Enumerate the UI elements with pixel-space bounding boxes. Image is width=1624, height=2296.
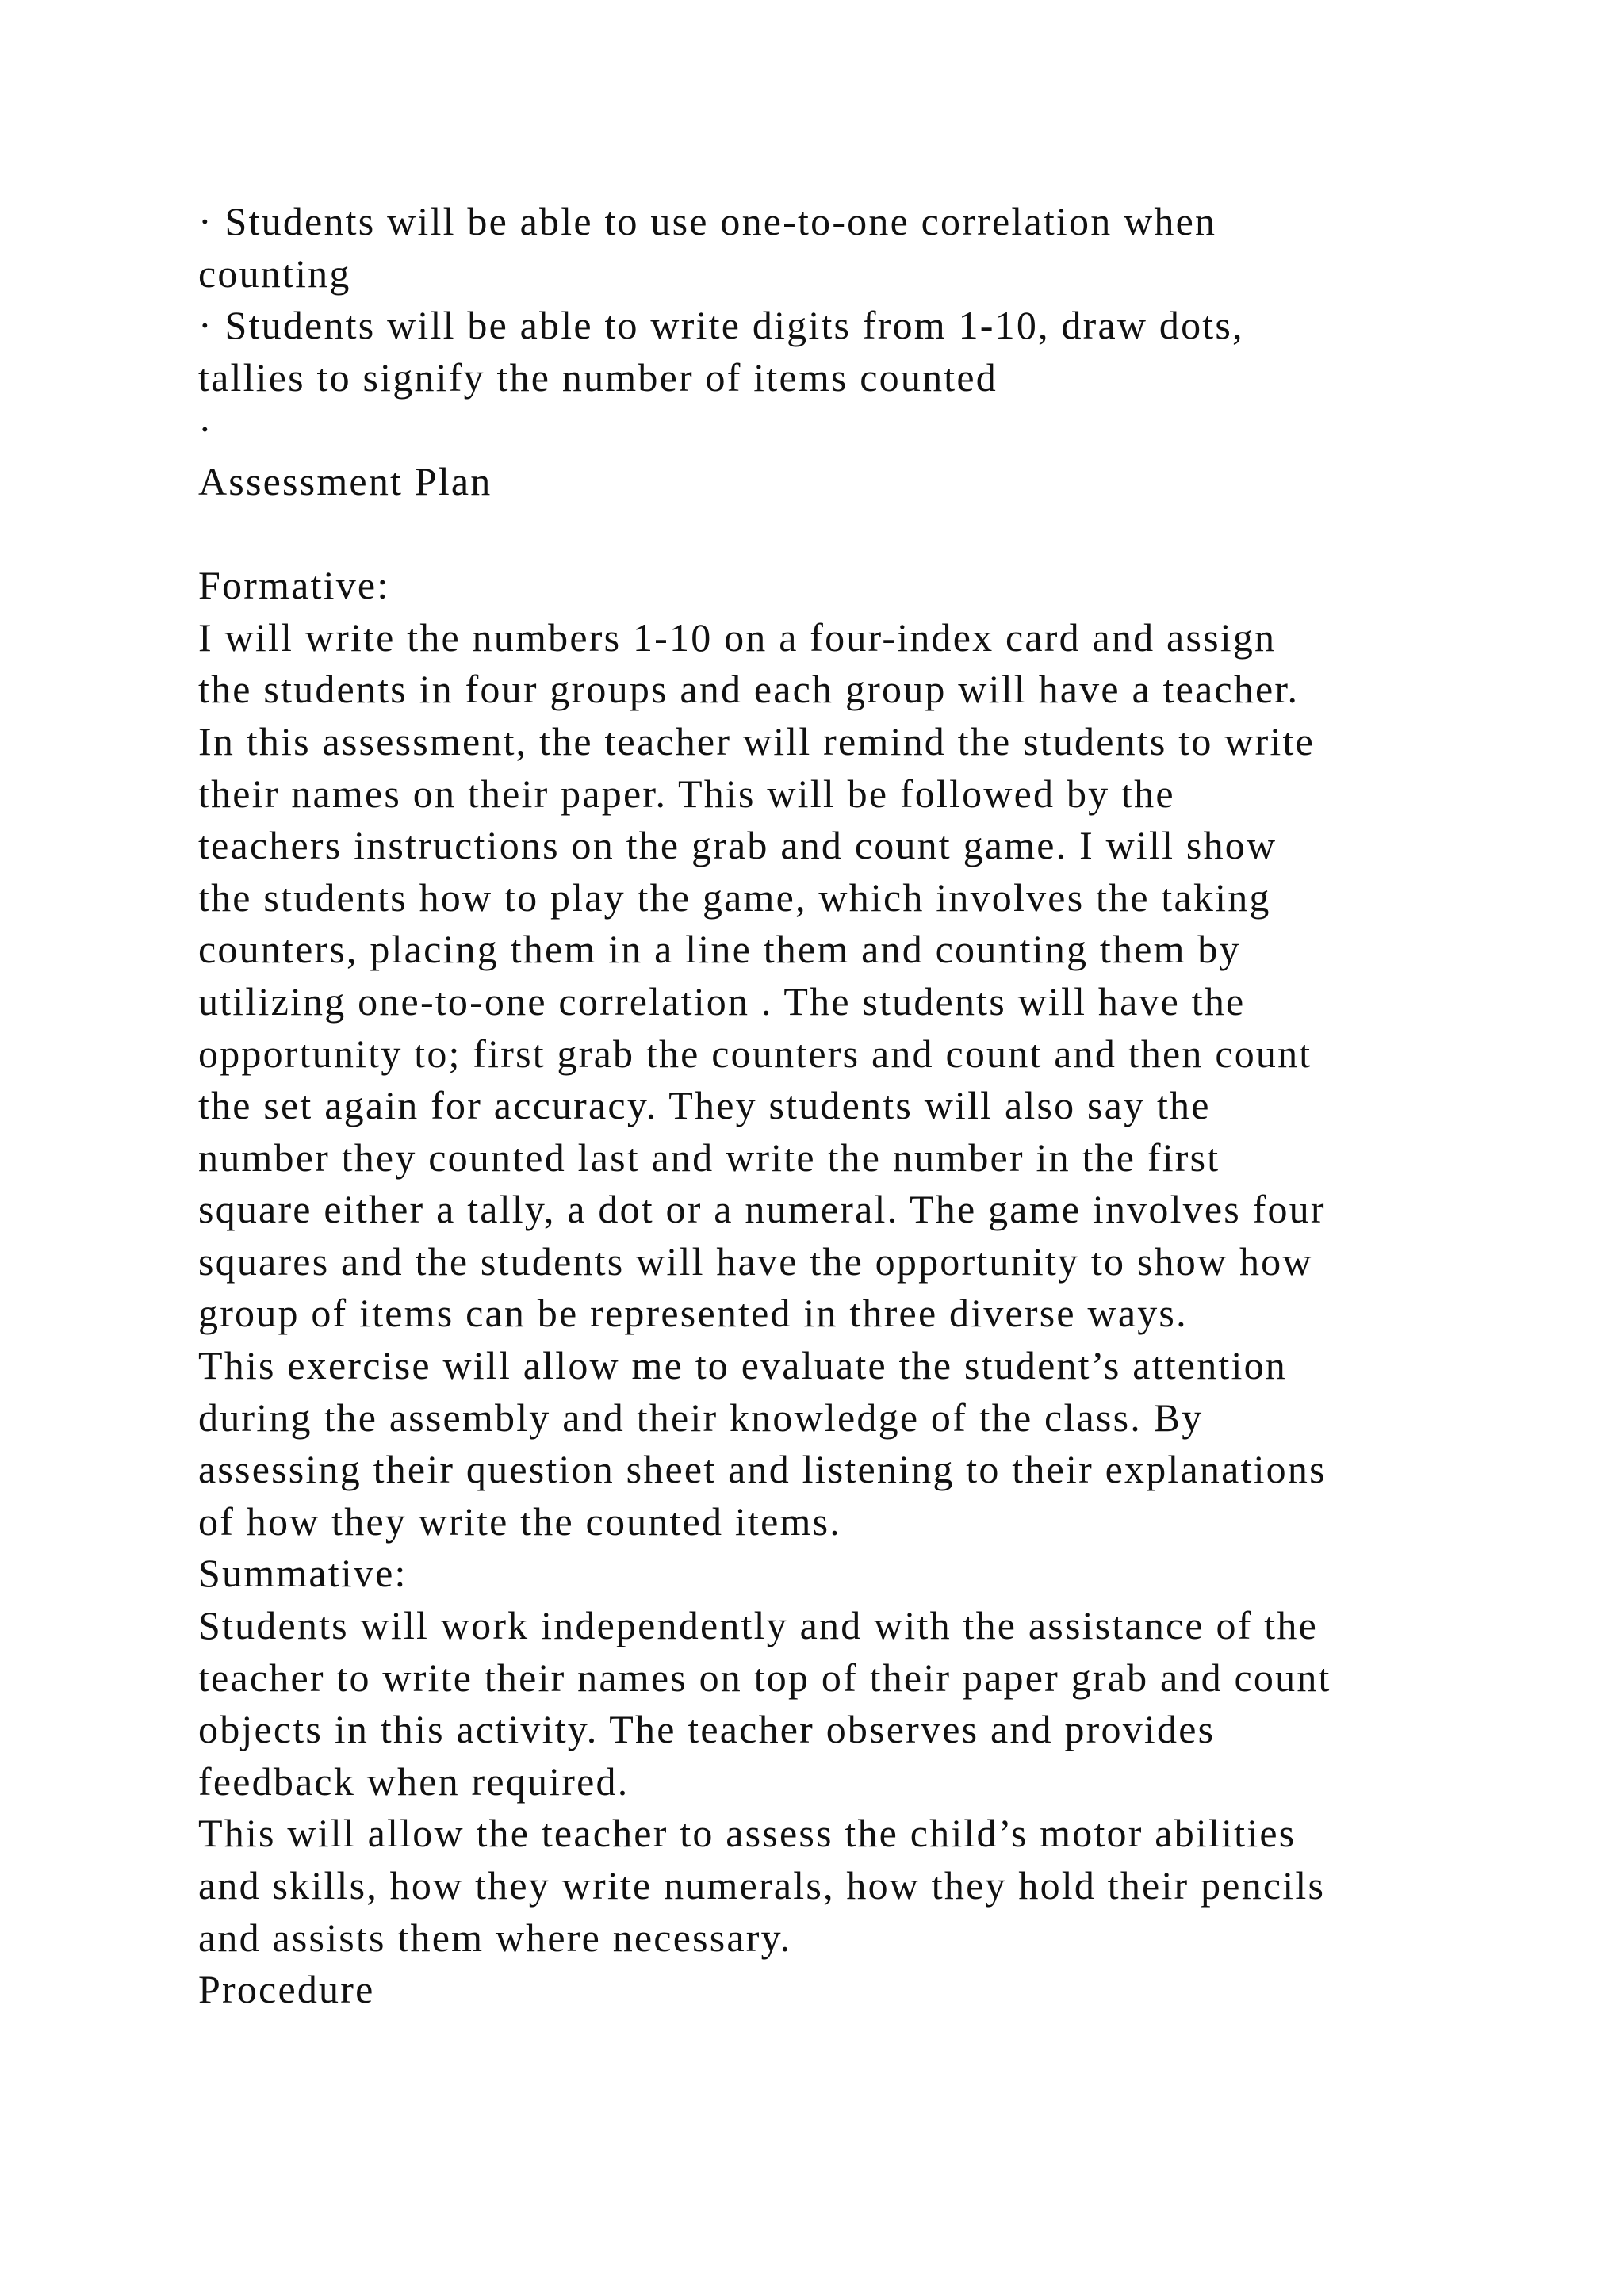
subheading: Formative:: [198, 563, 390, 608]
text-line: the students how to play the game, which involves the taking: [198, 874, 1271, 920]
text-line: utilizing one-to-one correlation . The students will have the: [198, 978, 1246, 1024]
text-line: counters, placing them in a line them and counting them by: [198, 927, 1241, 972]
text-line: of how they write the counted items.: [198, 1498, 841, 1544]
text-line: and skills, how they write numerals, how they hold their pencils: [198, 1863, 1326, 1908]
text-line: tallies to signify the number of items counted: [198, 354, 998, 400]
text-line: objects in this activity. The teacher observes and provides: [198, 1707, 1216, 1752]
text-line: This will allow the teacher to assess the child’s motor abilities: [198, 1811, 1297, 1856]
text-line: the students in four groups and each group will have a teacher.: [198, 667, 1300, 712]
text-line: I will write the numbers 1-10 on a four-index card and assign: [198, 614, 1277, 660]
text-line: opportunity to; first grab the counters and count and then count: [198, 1031, 1312, 1076]
section-heading: Assessment Plan: [198, 458, 492, 503]
text-line: and assists them where necessary.: [198, 1915, 792, 1960]
text-line: Students will work independently and with the assistance of the: [198, 1603, 1318, 1648]
text-line: number they counted last and write the number in the first: [198, 1135, 1220, 1180]
blank-line: [198, 508, 1546, 561]
text-line: This exercise will allow me to evaluate the student’s attention: [198, 1343, 1287, 1388]
text-line: square either a tally, a dot or a numeral. The game involves four: [198, 1187, 1326, 1232]
text-line: their names on their paper. This will be followed by the: [198, 771, 1175, 816]
subheading: Summative:: [198, 1551, 408, 1596]
text-line: feedback when required.: [198, 1758, 630, 1804]
text-line: In this assessment, the teacher will remind the students to write: [198, 718, 1315, 763]
text-line: during the assembly and their knowledge of the class. By: [198, 1395, 1204, 1440]
text-line: group of items can be represented in three diverse ways.: [198, 1291, 1188, 1336]
text-line: teachers instructions on the grab and count game. I will show: [198, 823, 1277, 868]
text-line: · Students will be able to write digits from 1-10, draw dots,: [198, 303, 1244, 348]
text-line: squares and the students will have the opportunity to show how: [198, 1238, 1313, 1284]
text-line: teacher to write their names on top of their paper grab and count: [198, 1655, 1331, 1700]
text-line: the set again for accuracy. They students will also say the: [198, 1083, 1211, 1128]
text-line: ·: [198, 407, 213, 452]
document-body: [198, 196, 1546, 2016]
text-line: · Students will be able to use one-to-one correlation when: [198, 199, 1217, 243]
text-line: counting: [198, 251, 351, 296]
text-line: assessing their question sheet and listening to their explanations: [198, 1447, 1327, 1492]
section-heading: Procedure: [198, 1967, 375, 2012]
